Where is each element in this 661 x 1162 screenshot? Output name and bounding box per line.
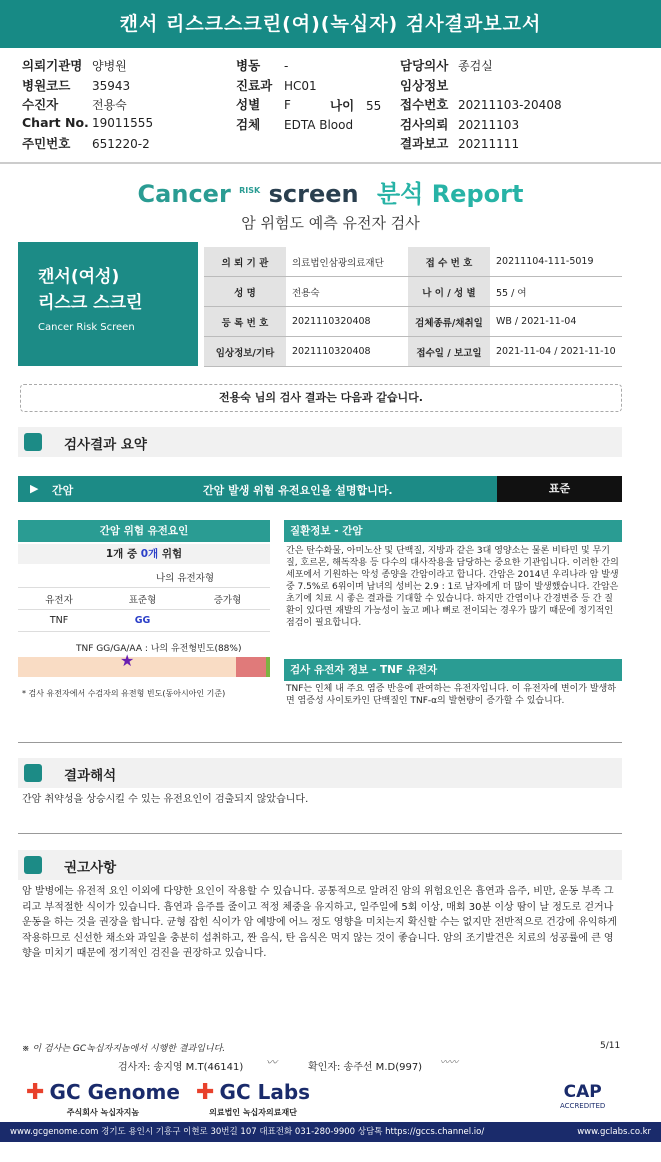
count-prefix: 1개 중 [105,548,141,560]
report-icon [24,764,42,782]
count-value: 0개 [140,548,159,560]
age-field [330,96,381,114]
info-row [204,337,622,367]
confirmer-signature: 〰〰 [440,1058,459,1068]
header-field-value: 35943 [92,78,131,93]
cap-text: CAP [563,1082,602,1102]
gene-value: GG [100,610,185,632]
info-value: 2021110320408 [286,307,408,337]
info-label: 의 뢰 기 관 [204,247,286,277]
header-field [236,115,353,135]
header-field [22,56,153,76]
confirmer: 확인자: 송주선 M.D(997) [308,1062,423,1073]
freq-label: TNF GG/GA/AA : 나의 유전형빈도(88%) [76,644,242,654]
section-divider-1 [18,742,622,743]
header-field [400,56,562,76]
tester: 검사자: 송지영 M.T(46141) [118,1062,244,1073]
header-field-label: Chart No. [22,114,89,130]
cap-logo [560,1082,605,1110]
header-field [400,134,562,154]
info-value: 55 / 여 [490,277,622,307]
header-divider [0,162,661,164]
info-row [204,247,622,277]
brand-screen: screen [268,180,359,208]
header-field [400,76,562,96]
advice-section-header [18,850,622,880]
info-value: 전용숙 [286,277,408,307]
header-field-label: 임상정보 [400,77,449,93]
header-field-label: 검체 [236,116,261,132]
header-field-value: - [284,59,289,73]
freq-bar-edge [266,657,270,677]
header-field [22,115,153,135]
brand-risk: RISK [239,186,261,195]
info-value: 의료법인삼광의료재단 [286,247,408,277]
freq-bar-other [236,657,266,677]
header-field [22,134,153,154]
freq-footnote: * 검사 유전자에서 수검자의 유전형 빈도(동아시아인 기준) [22,689,226,698]
product-box [18,242,198,366]
header-field [400,115,562,135]
my-genotype-label: 나의 유전자형 [100,566,270,588]
footer-address: www.gcgenome.com 경기도 용인시 기흥구 이현로 30번길 107 대표전화 031-280-9900 상담톡 https://gccs.channel.io/ [10,1127,485,1137]
info-label: 나 이 / 성 별 [408,277,490,307]
age-value: 55 [365,99,382,113]
header-field-label: 수진자 [22,97,59,112]
info-value: 2021-11-04 / 2021-11-10 [490,337,622,367]
gene-panel-title: 간암 위험 유전요인 [18,520,270,542]
interpretation-section-header [18,758,622,788]
interpretation-text: 간암 취약성을 상승시킬 수 있는 유전요인이 검출되지 않았습니다. [22,794,309,805]
header-field-label: 접수번호 [400,97,449,112]
header-field-label: 주민번호 [22,136,71,151]
liver-desc: 간암 발생 위험 유전요인을 설명합니다. [203,484,393,497]
summary-title: 검사결과 요약 [64,437,147,453]
gene-name: TNF [18,610,100,632]
header-field [236,76,353,96]
footer-note: ※ 이 검사는 GC녹십자지놈에서 시행한 결과입니다. [22,1044,226,1054]
header-field-value: 종검실 [458,59,493,73]
tester-signature: 〰 [266,1056,277,1069]
header-field [22,76,153,96]
header-field [236,56,353,76]
col-gene: 유전자 [18,588,100,610]
header-field-value: HC01 [284,78,317,93]
product-title-1: 캔서(여성) [38,267,120,287]
info-value: 20211104-111-5019 [490,247,622,277]
footer-site2: www.gclabs.co.kr [577,1127,651,1137]
header-col1 [22,56,153,154]
footer-bar [0,1122,661,1142]
interpretation-title: 결과해석 [64,768,117,784]
header-field-value: 20211103 [458,117,520,132]
report-title: 캔서 리스크스크린(여)(녹십자) 검사결과보고서 [0,0,661,48]
star-icon: ★ [120,651,135,670]
header-field-label: 병동 [236,58,261,73]
info-label: 검체종류/채취일 [408,307,490,337]
gc-labs-text: GC Labs [219,1080,311,1104]
info-table [204,247,622,367]
info-label: 등 록 번 호 [204,307,286,337]
header-field-value: F [284,98,291,112]
info-label: 접수일 / 보고일 [408,337,490,367]
info-label: 임상정보/기타 [204,337,286,367]
info-value: 2021110320408 [286,337,408,367]
header-field [400,95,562,115]
gc-cross-icon: ✚ [26,1080,45,1105]
advice-text: 암 발병에는 유전적 요인 이외에 다양한 요인이 작용할 수 있습니다. 공통적으로 알려진 암의 위험요인은 흡연과 음주, 비만, 운동 부족 그리고 부적절한 식이가 있습니다. 흡연과 음주를 줄이고 적정 체중을 유지하고, 일주일에 5회 이상, 매회 30분 이상 땀이 날 정도로 걷거나 운동을 하는 것을 권장을 합니다. 균형 잡힌 식이가 암 예방에 어느 정도 영향을 미치는지 확신할 수는 없지만 전반적으로 건강에 유익하게 작용하므로 신선한 채소와 과일을 충분히 섭취하고, 짠 음식, 탄 음식은 먹지 않는 것이 좋습니다. 암의 조기발견은 치료의 성공률에 큰 영향을 미치기 때문에 정기적인 검진을 권장하고 있습니다. [22,886,617,959]
header-col3 [400,56,562,154]
gc-genome-text: GC Genome [49,1080,180,1104]
summary-section-header [18,427,622,457]
col-increased: 증가형 [185,588,270,610]
gc-labs-sub: 의료법인 녹십자의료재단 [209,1108,297,1117]
liver-cancer-bar [18,476,497,502]
disease-info-title: 질환정보 - 간암 [284,520,622,542]
doctor-icon [24,856,42,874]
info-label: 성 명 [204,277,286,307]
age-label: 나이 [330,98,355,113]
brand-logo [0,174,661,209]
info-row [204,307,622,337]
chevron-right-icon: ▶ [30,482,39,495]
header-field-value: 19011555 [92,115,154,130]
advice-title: 권고사항 [64,860,117,876]
brand-report: 분석 Report [376,180,524,208]
header-field-value: 20211111 [458,137,520,151]
info-row [204,277,622,307]
header-col2 [236,56,353,134]
header-field-value: 651220-2 [92,137,150,151]
header-field-label: 의뢰기관명 [22,58,83,73]
liver-name: 간암 [52,484,74,497]
header-field-value: 양병원 [92,59,127,73]
header-field-label: 성별 [236,97,261,112]
gene-info-text: TNF는 인체 내 주요 염증 반응에 관여하는 유전자입니다. 이 유전자에 변이가 발생하면 염증성 사이토카인 단백질인 TNF-α의 발현량이 증가할 수 있습니다. [286,684,616,706]
gc-genome-sub: 주식회사 녹십자지놈 [66,1108,140,1117]
cap-sub: ACCREDITED [560,1102,606,1110]
header-field-label: 진료과 [236,77,273,93]
gene-count-row [18,544,270,564]
header-field-label: 담당의사 [400,58,449,73]
header-field-label: 결과보고 [400,136,449,151]
info-value: WB / 2021-11-04 [490,307,622,337]
section-divider-2 [18,833,622,834]
count-suffix: 위험 [158,548,183,560]
header-field [22,95,153,115]
subtitle: 암 위험도 예측 유전자 검사 [241,214,420,232]
header-field-label: 병원코드 [22,77,71,93]
gc-genome-logo [26,1080,180,1118]
header-field-label: 검사의뢰 [400,116,449,132]
product-title-2: 리스크 스크린 [38,293,143,313]
genotype-table [18,566,270,632]
header-field-value: 전용숙 [92,98,127,112]
clipboard-icon [24,433,42,451]
header-field-value: 20211103-20408 [458,98,562,112]
info-label: 접 수 번 호 [408,247,490,277]
freq-bar [18,651,270,677]
gc-labs-cross-icon: ✚ [196,1080,215,1105]
status-badge: 표준 [497,476,622,502]
gc-labs-logo [196,1080,310,1118]
page-number: 5/11 [600,1041,621,1051]
product-title-en: Cancer Risk Screen [38,322,135,333]
disease-info-text: 간은 탄수화물, 아미노산 및 단백질, 지방과 같은 3대 영양소는 물론 비타민 및 무기질, 호르몬, 해독작용 등 다수의 대사작용을 담당하는 중요한 기관입니다. 이러한 간의 세포에서 기원하는 악성 종양을 간암이라고 합니다. 간암은 2014년 우리나라 암 발생 중 7.5%로 6위이며 남녀의 성비는 2.9 : 1로 남자에게 더 많이 발생했습니다. 간암은 초기에 치료 시 좋은 결과를 기대할 수 있습니다. 하지만 간염이나 간경변증 등 간 질환이 있다면 재발의 가능성이 높고 폐나 뼈로 전이되는 경우가 많기 때문에 정기적인 점검이 필요합니다. [286,546,619,628]
gene-info-title: 검사 유전자 정보 - TNF 유전자 [284,659,622,681]
intro-line: 전용숙 님의 검사 결과는 다음과 같습니다. [20,384,622,412]
brand-cancer: Cancer [137,180,231,208]
header-field-value: EDTA Blood [284,117,354,132]
col-standard: 표준형 [100,588,185,610]
